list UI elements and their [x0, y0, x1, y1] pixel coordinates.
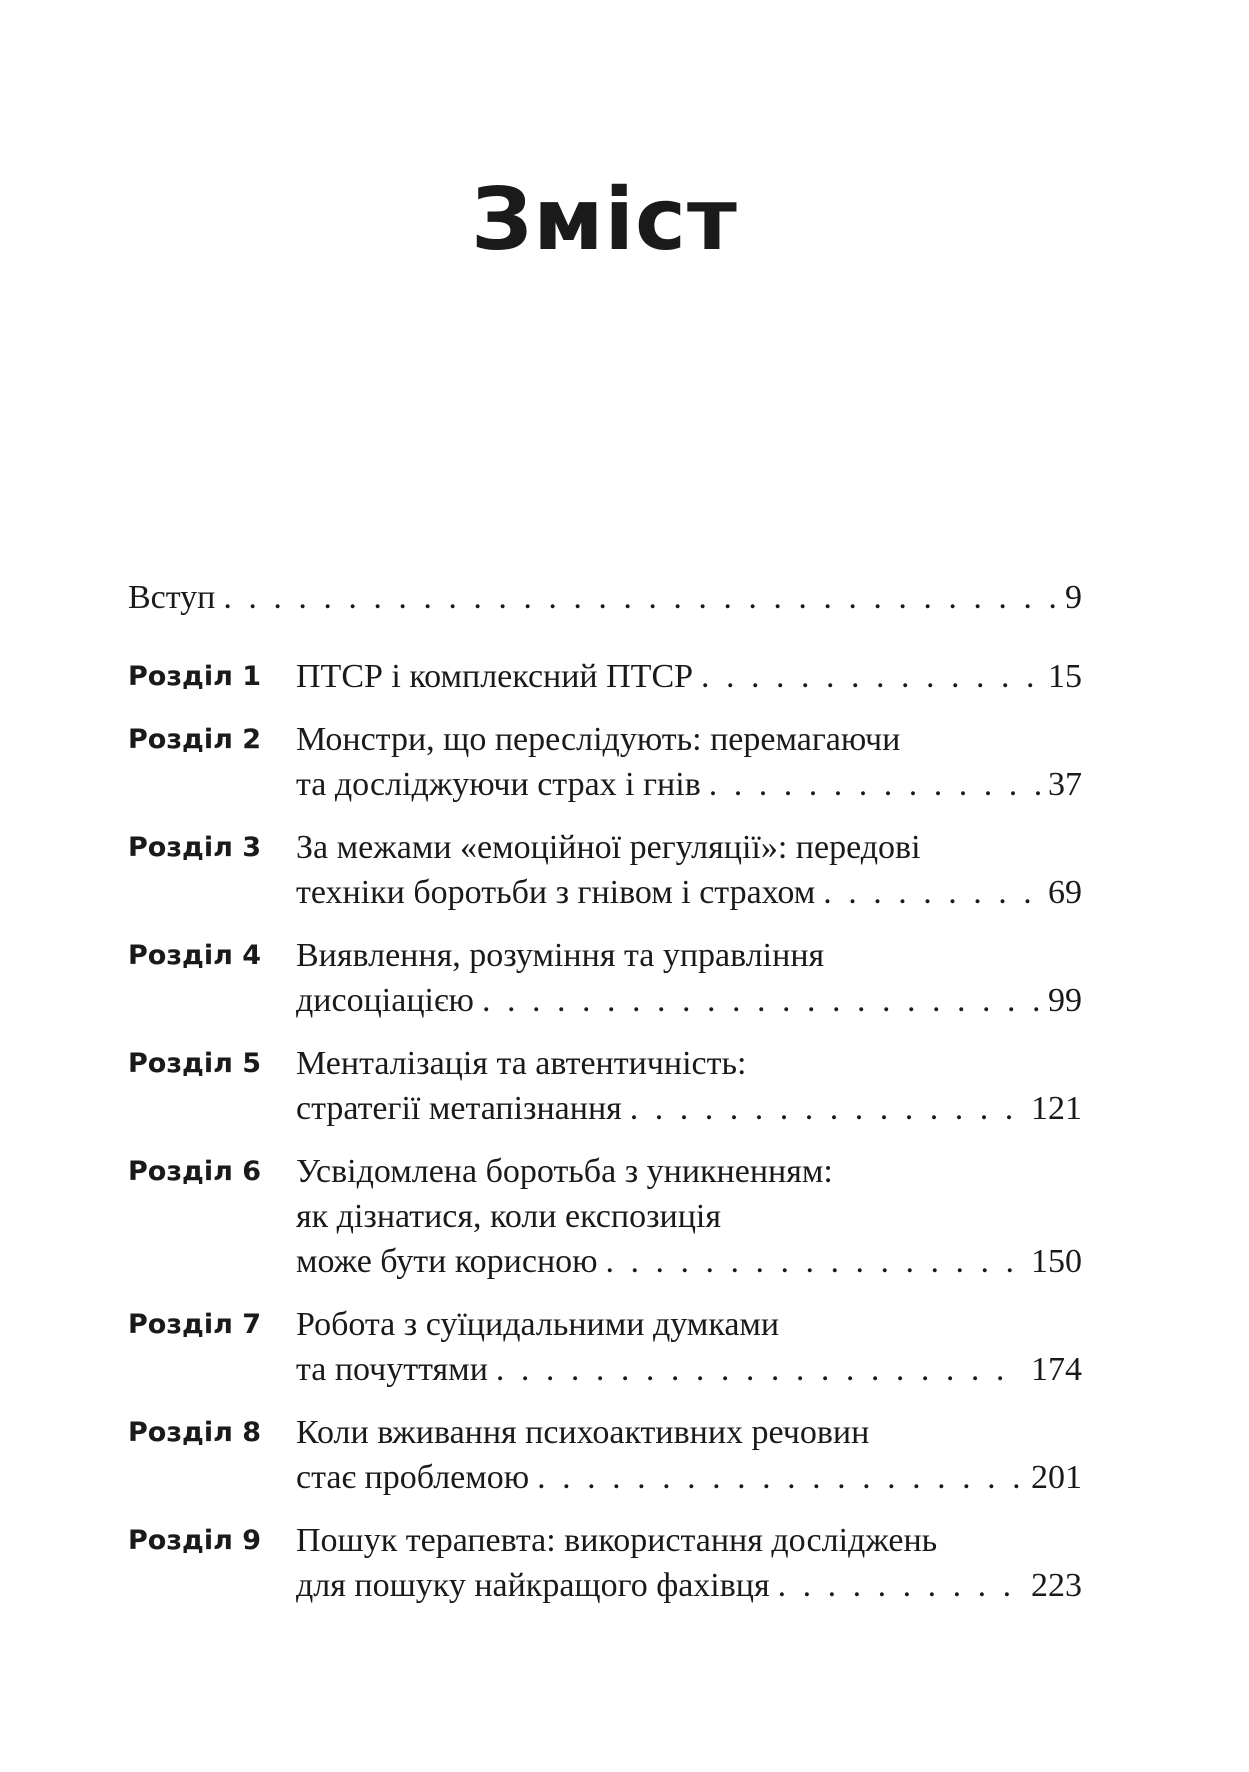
dot-leader [537, 1455, 1023, 1500]
toc-entry-chapter-7 [128, 1302, 1082, 1392]
chapter-title-line: Виявлення, розуміння та управління [296, 937, 825, 974]
dot-leader [496, 1347, 1023, 1392]
dot-leader [701, 654, 1040, 699]
chapter-title-line: та почуттями [296, 1351, 488, 1388]
chapter-title-line: Робота з суїцидальними думками [296, 1306, 780, 1343]
chapter-title-line: Менталізація та автентичність: [296, 1045, 747, 1082]
chapter-list [128, 654, 1082, 1608]
table-of-contents [128, 575, 1082, 1626]
chapter-title-line: ПТСР і комплексний ПТСР [296, 658, 694, 695]
chapter-label: Розділ 7 [128, 1309, 262, 1340]
chapter-title [296, 654, 1082, 699]
chapter-title-line: За межами «емоційної регуляції»: передові [296, 829, 921, 866]
chapter-title-line: стає проблемою [296, 1459, 530, 1496]
chapter-title-line: як дізнатися, коли експозиція [296, 1198, 721, 1235]
toc-entry-chapter-9 [128, 1518, 1082, 1608]
chapter-label: Розділ 3 [128, 832, 262, 863]
toc-entry-chapter-3 [128, 825, 1082, 915]
page-number: 223 [1031, 1567, 1082, 1604]
chapter-title [296, 1302, 1082, 1392]
dot-leader [709, 762, 1040, 807]
toc-entry-chapter-4 [128, 933, 1082, 1023]
chapter-title-line: Монстри, що переслідують: перемагаючи [296, 721, 901, 758]
toc-entry-title: Вступ [128, 579, 216, 616]
dot-leader [606, 1239, 1023, 1284]
page-number: 15 [1048, 658, 1082, 695]
page-number: 9 [1065, 579, 1082, 616]
page-number: 121 [1031, 1090, 1082, 1127]
page-number: 99 [1048, 982, 1082, 1019]
toc-entry-chapter-1 [128, 654, 1082, 699]
toc-entry-chapter-5 [128, 1041, 1082, 1131]
chapter-title-line: Усвідомлена боротьба з уникненням: [296, 1153, 833, 1190]
toc-entry-chapter-6 [128, 1149, 1082, 1284]
toc-entry-chapter-8 [128, 1410, 1082, 1500]
toc-entry-chapter-2 [128, 717, 1082, 807]
dot-leader [823, 870, 1040, 915]
chapter-title-line: техніки боротьби з гнівом і страхом [296, 874, 816, 911]
chapter-title [296, 933, 1082, 1023]
chapter-title-line: може бути корисною [296, 1243, 598, 1280]
chapter-title [296, 1041, 1082, 1131]
chapter-label: Розділ 9 [128, 1525, 262, 1556]
chapter-title [296, 1518, 1082, 1608]
chapter-label: Розділ 4 [128, 940, 262, 971]
chapter-label: Розділ 1 [128, 661, 262, 692]
page-number: 69 [1048, 874, 1082, 911]
chapter-title [296, 1410, 1082, 1500]
chapter-label: Розділ 8 [128, 1417, 262, 1448]
chapter-title-line: та досліджуючи страх і гнів [296, 766, 701, 803]
dot-leader [778, 1563, 1023, 1608]
chapter-title [296, 825, 1082, 915]
page-number: 150 [1031, 1243, 1082, 1280]
chapter-label: Розділ 5 [128, 1048, 262, 1079]
chapter-title [296, 1149, 1082, 1284]
chapter-title-line: Коли вживання психоактивних речовин [296, 1414, 870, 1451]
chapter-title-line: стратегії метапізнання [296, 1090, 622, 1127]
dot-leader [630, 1086, 1023, 1131]
chapter-title-line: Пошук терапевта: використання досліджень [296, 1522, 938, 1559]
page-title: Зміст [471, 170, 738, 270]
dot-leader [482, 978, 1040, 1023]
page-number: 37 [1048, 766, 1082, 803]
chapter-label: Розділ 2 [128, 724, 262, 755]
chapter-label: Розділ 6 [128, 1156, 262, 1187]
dot-leader [223, 575, 1057, 620]
chapter-title [296, 717, 1082, 807]
toc-entry-intro [128, 575, 1082, 620]
page-number: 201 [1031, 1459, 1082, 1496]
chapter-title-line: для пошуку найкращого фахівця [296, 1567, 770, 1604]
chapter-title-line: дисоціацією [296, 982, 474, 1019]
page-number: 174 [1031, 1351, 1082, 1388]
